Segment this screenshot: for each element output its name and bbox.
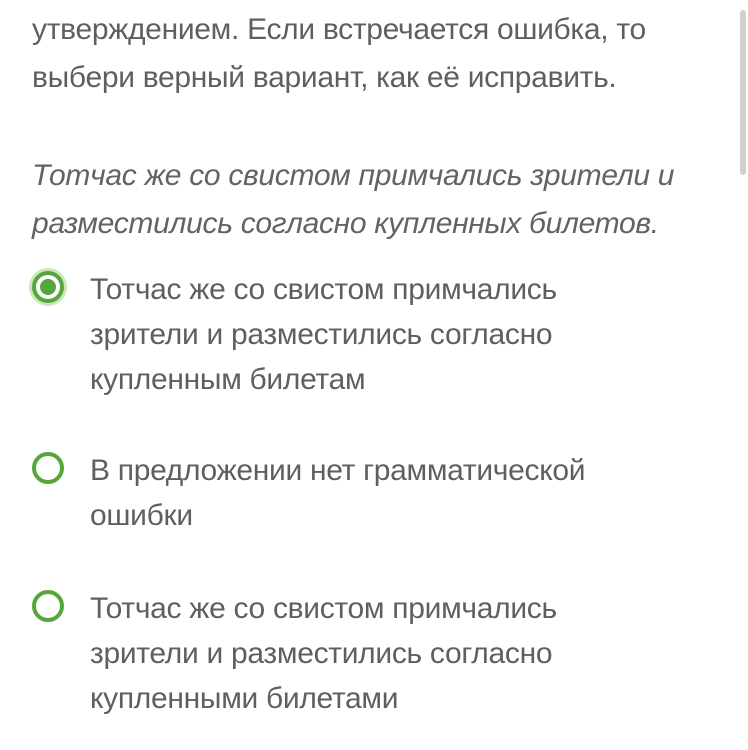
question-sentence: Тотчас же со свистом примчались зрители и разместились согласно купленных билетов.: [32, 159, 675, 240]
radio-button-selected[interactable]: [32, 271, 64, 303]
answer-option-label: Тотчас же со свистом примчались зрители и разместились согласно купленным билетам: [90, 273, 557, 396]
radio-dot-icon: [40, 279, 56, 295]
answer-option-label: В предложении нет грамматической ошибки: [90, 454, 586, 532]
scrollbar[interactable]: [738, 0, 748, 180]
question-prompt: утверждением. Если встречается ошибка, то выбери верный вариант, как её исправить.: [32, 13, 646, 94]
answer-option-label: Тотчас же со свистом примчались зрители и разместились согласно купленными билетами: [90, 592, 557, 715]
radio-button[interactable]: [32, 590, 64, 622]
radio-button[interactable]: [32, 452, 64, 484]
scrollbar-thumb[interactable]: [740, 10, 746, 175]
